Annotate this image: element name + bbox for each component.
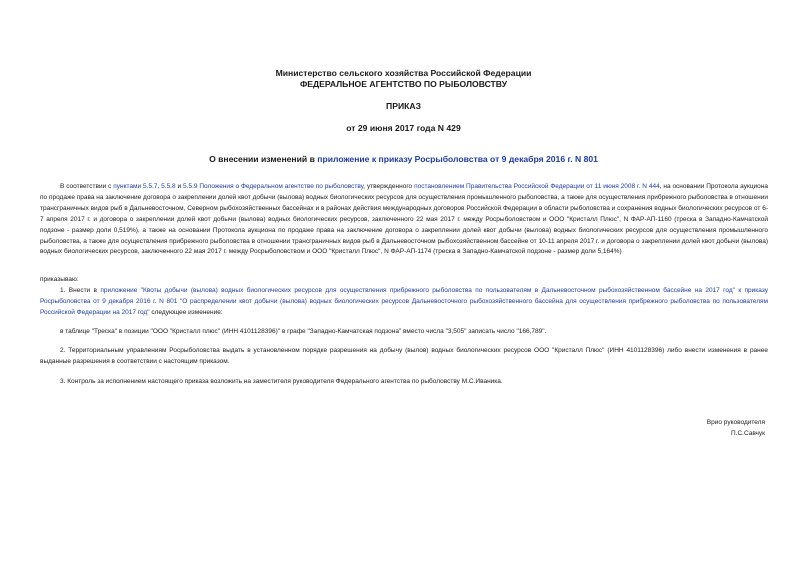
document-date-number: от 29 июня 2017 года N 429 xyxy=(346,123,461,133)
link-clause-557[interactable]: пунктами 5.5.7 xyxy=(113,183,158,190)
document-type: ПРИКАЗ xyxy=(386,101,421,111)
order-word: приказываю: xyxy=(40,276,79,283)
preamble-text-1: В соответствии с xyxy=(60,183,114,190)
ministry-heading: Министерство сельского хозяйства Российской Федерации xyxy=(275,68,532,78)
title-prefix: О внесении изменений в xyxy=(209,154,318,164)
signature-name: П.С.Савчук xyxy=(730,430,765,437)
item-1-text-1: 1. Внести в xyxy=(60,287,101,294)
change-paragraph: в таблице "Треска" в позиции "ООО "Кристалл плюс" (ИНН 4101128396)" в графе "Западно-Камчатская подзона" вместо числа "3,505" записать число "166,789". xyxy=(60,328,547,335)
preamble-text-2: , xyxy=(157,183,162,190)
signature-role: Врио руководителя xyxy=(706,419,765,426)
preamble-text-3: и xyxy=(175,183,183,190)
item-1-text-2: следующее изменение: xyxy=(149,308,223,316)
preamble-text-5: , на основании Протокола аукциона по продаже права на заключение договора о закреплении долей квот добычи (вылова) водных биологических ресурсов для осуществления промышленного рыболовства, а также для осуществления прибрежного рыболовства в отношении трансграничных видов рыб в Дальневосточном, Северном рыбохозяйственных бассейнах и в районах действия международных договоров Российской Федерации в области рыболовства и сохранения водных биологических ресурсов от 6-7 апреля 2017 г. и договора о закреплении долей квот добычи (вылова) водных биологических ресурсов, заключенного 22 мая 2017 г. между Росрыболовством и ООО "Кристалл Плюс", N ФАР-АП-1160 (треска в Западно-Камчатской подзоне - размер доли 0,519%), а также на основании Протокола аукциона по продаже права на заключение договора о закреплении долей квот добычи (вылова) водных биологических ресурсов для осуществления промышленного рыболовства, а также для осуществления прибрежного рыболовства в отношении трансграничных видов рыб в Дальневосточном рыбохозяйственном бассейне от 10-11 апреля 2017 г. и договора о закреплении долей квот добычи (вылова) водных биологических ресурсов, заключенного 22 мая 2017 г. между Росрыболовством и ООО "Кристалл Плюс", N ФАР-АП-1174 (треска в Западно-Камчатской подзоне - размер доли 5,164%) xyxy=(40,183,768,256)
title-link[interactable]: приложение к приказу Росрыболовства от 9 декабря 2016 г. N 801 xyxy=(317,154,598,164)
link-regulation[interactable]: 5.5.9 Положения о Федеральном агентстве по рыболовству xyxy=(183,183,364,190)
preamble-text-4: , утвержденного xyxy=(363,183,415,190)
agency-heading: ФЕДЕРАЛЬНОЕ АГЕНТСТВО ПО РЫБОЛОВСТВУ xyxy=(299,79,508,89)
item-3-paragraph: 3. Контроль за исполнением настоящего приказа возложить на заместителя руководителя Федерального агентства по рыболовству М.С.Иваника. xyxy=(60,378,503,385)
link-clause-558[interactable]: 5.5.8 xyxy=(161,183,176,190)
item-2-paragraph: 2. Территориальным управлениям Росрыболовства выдать в установленном порядке разрешения на добычу (вылов) водных биологических ресурсов ООО "Кристалл Плюс" (ИНН 4101128396) либо внести изменения в ранее выданные разрешения в соответствии с настоящим приказом. xyxy=(40,347,768,365)
preamble-paragraph xyxy=(40,182,768,258)
link-appendix-quotas[interactable]: приложение "Квоты добычи (вылова) водных биологических ресурсов для осуществления прибрежного рыболовства по пользователям в Дальневосточном рыбохозяйственном бассейне на 2017 год" к приказу Росрыболовства от 9 декабря 2016 г. N 801 "О распределении квот добычи (вылова) водных биологических ресурсов Дальневосточного рыбохозяйственного бассейна для осуществления прибрежного рыболовства по пользователям Российской Федерации на 2017 год" xyxy=(40,287,768,316)
link-government-decree[interactable]: постановлением Правительства Российской Федерации от 11 июня 2008 г. N 444 xyxy=(414,183,660,190)
item-1-paragraph xyxy=(40,286,768,319)
document-title xyxy=(0,154,807,165)
